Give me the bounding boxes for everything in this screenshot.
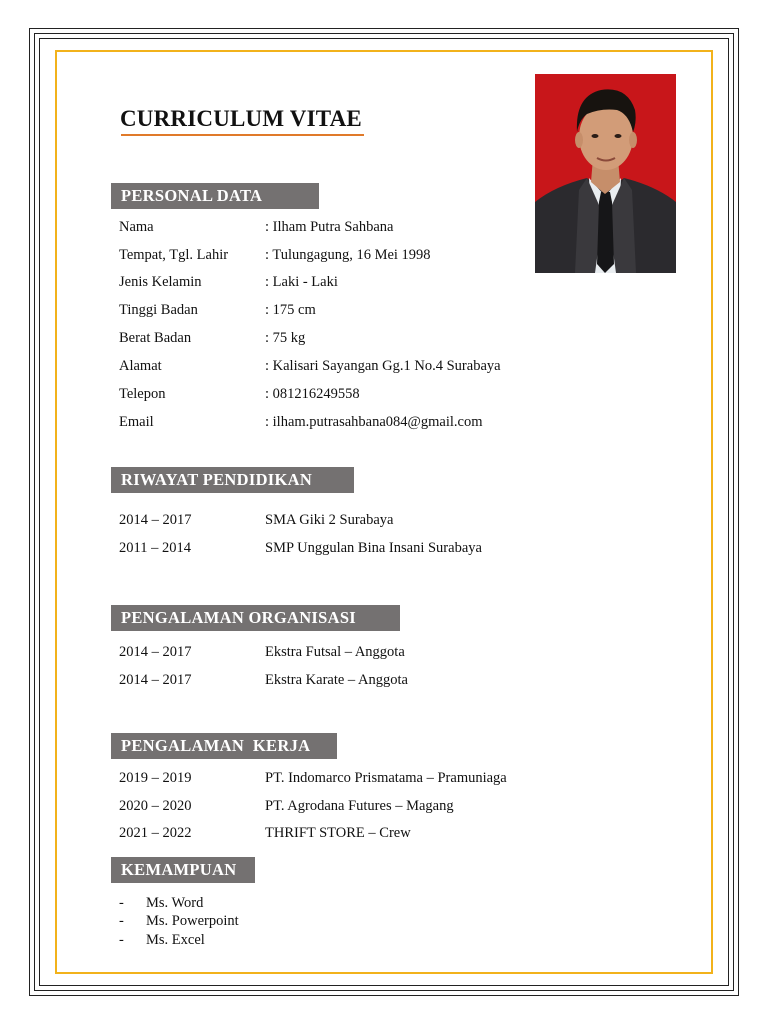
organization-period: 2014 – 2017 <box>119 644 192 660</box>
skill-text: Ms. Powerpoint <box>146 913 239 929</box>
personal-value: : Kalisari Sayangan Gg.1 No.4 Surabaya <box>265 358 501 374</box>
personal-label: Jenis Kelamin <box>119 274 202 290</box>
section-organization: PENGALAMAN ORGANISASI <box>111 605 400 631</box>
organization-detail: Ekstra Karate – Anggota <box>265 672 408 688</box>
work-period: 2019 – 2019 <box>119 770 192 786</box>
page-title: CURRICULUM VITAE <box>120 106 362 131</box>
section-education: RIWAYAT PENDIDIKAN <box>111 467 354 493</box>
personal-value: : ilham.putrasahbana084@gmail.com <box>265 414 483 430</box>
person-portrait-icon <box>535 74 676 273</box>
personal-value: : Tulungagung, 16 Mei 1998 <box>265 247 431 263</box>
work-detail: PT. Indomarco Prismatama – Pramuniaga <box>265 770 507 786</box>
personal-label: Telepon <box>119 386 166 402</box>
personal-value: : 175 cm <box>265 302 316 318</box>
education-detail: SMP Unggulan Bina Insani Surabaya <box>265 540 482 556</box>
personal-label: Tinggi Badan <box>119 302 198 318</box>
skill-bullet: - <box>119 913 124 929</box>
education-detail: SMA Giki 2 Surabaya <box>265 512 394 528</box>
personal-label: Tempat, Tgl. Lahir <box>119 247 229 263</box>
work-detail: PT. Agrodana Futures – Magang <box>265 798 454 814</box>
skill-text: Ms. Excel <box>146 932 205 948</box>
skill-bullet: - <box>119 932 124 948</box>
personal-value: : 081216249558 <box>265 386 360 402</box>
section-work: PENGALAMAN KERJA <box>111 733 337 759</box>
skill-bullet: - <box>119 895 124 911</box>
section-personal-data: PERSONAL DATA <box>111 183 319 209</box>
personal-label: Nama <box>119 219 154 235</box>
work-detail: THRIFT STORE – Crew <box>265 825 411 841</box>
education-period: 2011 – 2014 <box>119 540 191 556</box>
skill-text: Ms. Word <box>146 895 204 911</box>
organization-period: 2014 – 2017 <box>119 672 192 688</box>
title-underline <box>121 134 364 136</box>
personal-value: : Ilham Putra Sahbana <box>265 219 394 235</box>
section-skills: KEMAMPUAN <box>111 857 255 883</box>
organization-detail: Ekstra Futsal – Anggota <box>265 644 405 660</box>
personal-value: : Laki - Laki <box>265 274 338 290</box>
education-period: 2014 – 2017 <box>119 512 192 528</box>
work-period: 2021 – 2022 <box>119 825 192 841</box>
personal-label: Email <box>119 414 154 430</box>
personal-label: Alamat <box>119 358 162 374</box>
work-period: 2020 – 2020 <box>119 798 192 814</box>
personal-value: : 75 kg <box>265 330 306 346</box>
profile-photo <box>535 74 676 273</box>
personal-label: Berat Badan <box>119 330 192 346</box>
